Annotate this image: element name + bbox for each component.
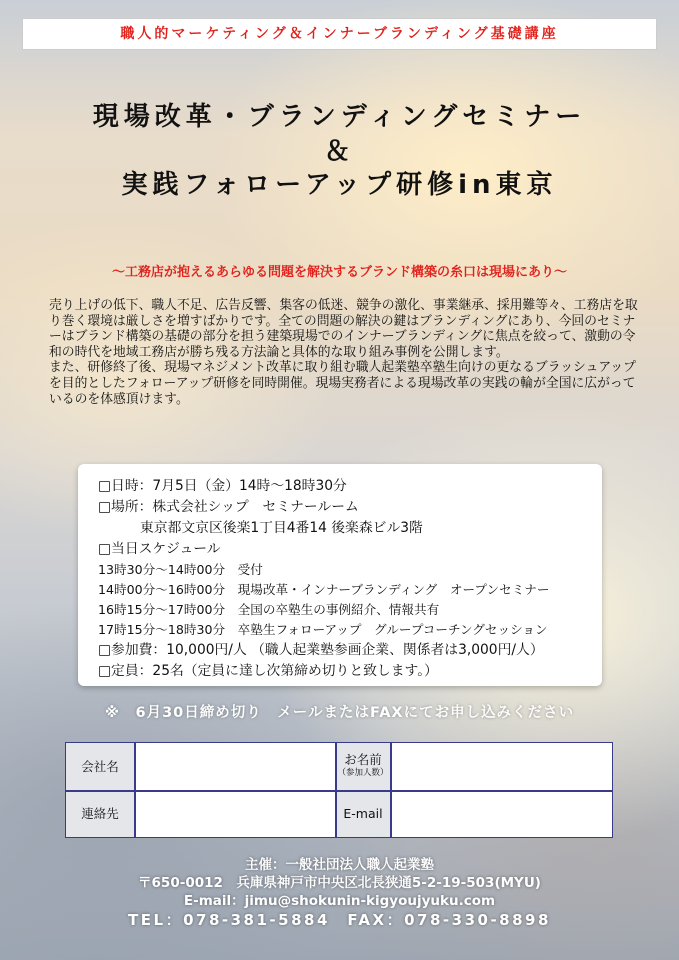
schedule-item: 17時15分〜18時30分 卒塾生フォローアップ グループコーチングセッション [98, 622, 548, 637]
event-fee: □参加費：10,000円/人 （職人起業塾参画企業、関係者は3,000円/人） [98, 642, 544, 658]
name-field[interactable] [391, 743, 611, 790]
schedule-heading: □当日スケジュール [98, 541, 221, 557]
schedule-item: 14時00分〜16時00分 現場改革・インナーブランディング オープンセミナー [98, 582, 550, 597]
form-divider-horizontal [66, 790, 612, 792]
email-label: E-mail [336, 791, 390, 837]
event-capacity: □定員：25名（定員に達し次第締め切りと致します。） [98, 663, 438, 679]
event-date: □日時：7月5日（金）14時〜18時30分 [98, 478, 347, 494]
contact-field[interactable] [135, 791, 335, 837]
email-field[interactable] [391, 791, 611, 837]
name-sub-label: （参加人数） [337, 768, 389, 778]
name-label: お名前 [344, 752, 382, 767]
application-form [65, 742, 613, 838]
organizer-address: 〒650-0012 兵庫県神戸市中央区北長狭通5-2-19-503(MYU) [138, 875, 541, 891]
form-divider-vertical [390, 743, 392, 837]
organizer-email[interactable]: E-mail：jimu@shokunin-kigyoujyuku.com [183, 893, 496, 909]
intro-paragraph-2: また、研修終了後、現場マネジメント改革に取り組む職人起業塾卒塾生向けの更なるブラッシュアップを目的としたフォローアップ研修を同時開催。現場実務者による現場改革の実践の輪が全国に広がっているのを体感頂けます。 [49, 360, 636, 407]
title-line-2: 実践フォローアップ研修in東京 [121, 170, 558, 200]
title-ampersand: ＆ [323, 137, 355, 167]
course-banner: 職人的マーケティング＆インナーブランディング基礎講座 [22, 18, 657, 50]
intro-paragraph-1: 売り上げの低下、職人不足、広告反響、集客の低迷、競争の激化、事業継承、採用難等々、工務店を取り巻く環境は厳しさを増すばかりです。全ての問題の解決の鍵はブランディングにあり、今回のセミナーはブランド構築の基礎の部分を担う建築現場でのインナーブランディングに焦点を絞って、激動の令和の時代を地域工務店が勝ち残る方法論と具体的な取り組み事例を公開します。 [49, 298, 638, 360]
form-divider-vertical [134, 743, 136, 837]
form-divider-vertical [335, 743, 337, 837]
event-address: 東京都文京区後楽1丁目4番14 後楽森ビル3階 [140, 520, 423, 536]
organizer-name: 主催：一般社団法人職人起業塾 [245, 857, 434, 873]
company-label: 会社名 [66, 743, 134, 790]
intro-text [49, 298, 639, 407]
schedule-item: 16時15分〜17時00分 全国の卒塾生の事例紹介、情報共有 [98, 602, 440, 617]
company-field[interactable] [135, 743, 335, 790]
title-line-1: 現場改革・ブランディングセミナー [92, 102, 587, 132]
organizer-footer [0, 856, 679, 931]
event-venue: □場所：株式会社シップ セミナールーム [98, 499, 359, 515]
subtitle-tagline: 〜工務店が抱えるあらゆる問題を解決するブランド構築の糸口は現場にあり〜 [111, 265, 567, 280]
event-info-box [78, 464, 602, 686]
organizer-tel-fax: TEL：078-381-5884 FAX：078-330-8898 [128, 911, 551, 929]
contact-label: 連絡先 [66, 791, 134, 837]
name-label-cell [336, 743, 390, 790]
schedule-item: 13時30分〜14時00分 受付 [98, 562, 263, 577]
deadline-notice: ※ 6月30日締め切り メールまたはFAXにてお申し込みください [104, 705, 575, 721]
